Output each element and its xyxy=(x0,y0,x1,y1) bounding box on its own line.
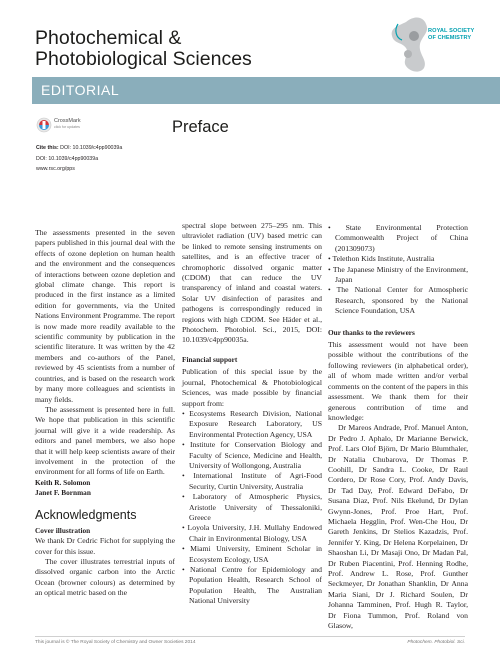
journal-url[interactable]: www.rsc.org/pps xyxy=(36,166,75,172)
funder-item: • Miami University, Eminent Scholar in Ecosystem Ecology, USA xyxy=(182,544,322,564)
article-meta xyxy=(36,143,122,175)
body-paragraph: Dr Mareos Andrade, Prof. Manuel Anton, Dr Pedro J. Aphalo, Dr Marianne Berwick, Prof. Lars Olof Björn, Dr Mario Blumthaler, Dr Natalia Chubarova, Dr Thomas P. Coohill, Dr Sandra L. Cooke, Dr Raul Cordero, Dr Rose Cory, Prof. Andy Davis, Dr Tad Day, Prof. Edward DeFabo, Dr Susana Diaz, Prof. Nils Ekelund, Dr Dylan Gwynn-Jones, Prof. Proe Hart, Prof. Michaela Hegglin, Prof. Wen-Che Hou, Dr Gareth Jenkins, Dr Stelios Kazadzis, Prof. Jennifer Y. King, Dr Helena Korpelainen, Dr Shaoshan Li, Dr Masaji Ono, Dr Madan Pal, Dr Ruben Piacentini, Prof. Henning Rodhe, Prof. Andrew L. Rose, Prof. Gunther Seckmeyer, Dr Jonathan Shanklin, Dr Anna Maria Siani, Dr J. Richard Soulen, Dr Johanna Tamminen, Prof. Hugh R. Taylor, Dr Fiona Tummon, Prof. Roland von Glasow, xyxy=(328,423,468,631)
cite-label: Cite this: xyxy=(36,145,59,151)
body-paragraph: This assessment would not have been possible without the contributions of the following reviewers (in alphabetical order), all of whom made written and/or verbal comments on the content of the papers in this assessment. We thank them for their generous contribution of time and knowledge: xyxy=(328,340,468,422)
acknowledgments-heading: Acknowledgments xyxy=(35,507,137,522)
journal-title-line2: Photobiological Sciences xyxy=(35,48,252,70)
funder-item: • International Institute of Agri-Food Security, Curtin University, Australia xyxy=(182,471,322,491)
body-paragraph: Publication of this special issue by the journal, Photochemical & Photobiological Sciences, was made possible by financial support from: xyxy=(182,367,322,408)
footer-rule xyxy=(35,636,465,637)
crossmark-sub[interactable]: click for updates xyxy=(54,125,80,129)
funder-item: • Telethon Kids Institute, Australia xyxy=(328,254,435,264)
crossmark-label[interactable]: CrossMark xyxy=(54,118,81,124)
article-title: Preface xyxy=(172,118,229,136)
column-3 xyxy=(328,223,468,631)
author-names xyxy=(35,478,175,498)
page-footer xyxy=(35,640,465,645)
body-paragraph: The assessments presented in the seven papers published in this journal deal with the effects of ozone depletion on human health and the environment and the consequences of interactions between ozone depletion and global climate change. This report is produced in the first instance as a limited edition for governments, via the United Nations Environment Programme. The report is now made more readily available to the scientific community by publication in the scientific literature. It was written by the 42 members and co-authors of the Panel, reviewed by 45 scientists from a number of countries, and is based on the research work by many more colleagues and scientists in many fields. xyxy=(35,228,175,404)
funder-item: • Institute for Conservation Biology and Faculty of Science, Medicine and Health, University of Wollongong, Australia xyxy=(182,440,322,470)
journal-title-line1: Photochemical & xyxy=(35,27,182,49)
cite-value[interactable]: DOI: 10.1039/c4pp90039a xyxy=(60,145,123,151)
funder-item: • Ecosystems Research Division, National Exposure Research Laboratory, US Environmental Protection Agency, USA xyxy=(182,408,322,439)
section-banner: EDITORIAL xyxy=(32,77,500,104)
journal-title xyxy=(35,28,365,70)
funder-item: • The National Center for Atmospheric Research, sponsored by the National Science Foundation, USA xyxy=(328,285,468,316)
body-paragraph: spectral slope between 275–295 nm. This ultraviolet radiation (UV) based metric can be linked to remote sensing instruments on satellites, and is an effective tracer of chromophoric dissolved organic matter (CDOM) that can reduce the UV transparency of inland and coastal waters. Solar UV disinfection of parasites and pathogens is correspondingly reduced in regions with high CDOM. See Häder et al., Photochem. Photobiol. Sci., 2015, DOI: 10.1039/c4pp90035a. xyxy=(182,221,322,345)
funder-item: • Laboratory of Atmospheric Physics, Aristotle University of Thessaloniki, Greece xyxy=(182,492,322,522)
author-1: Keith R. Solomon xyxy=(35,477,91,487)
reviewers-heading: Our thanks to the reviewers xyxy=(328,327,415,337)
column-1 xyxy=(35,228,175,599)
author-2: Janet F. Bornman xyxy=(35,487,91,497)
body-paragraph: We thank Dr Cedric Fichot for supplying the cover for this issue. xyxy=(35,536,175,556)
funder-item: • Loyola University, J.H. Mullahy Endowed Chair in Environmental Biology, USA xyxy=(182,523,322,543)
financial-support-heading: Financial support xyxy=(182,354,238,364)
doi[interactable]: DOI: 10.1039/c4pp90039a xyxy=(36,155,99,162)
publisher-name: ROYAL SOCIETY OF CHEMISTRY xyxy=(428,28,475,41)
cover-illustration-heading: Cover illustration xyxy=(35,525,91,535)
funder-item: • The Japanese Ministry of the Environment, Japan xyxy=(328,264,468,285)
column-2 xyxy=(182,221,322,607)
footer-copyright: This journal is © The Royal Society of Chemistry and Owner Societies 2014 xyxy=(35,640,196,645)
body-paragraph: The assessment is presented here in full. We hope that publication in this scientific journal will give it a wide readership. As editors and panel members, we also hope that it will help keep scientists aware of their involvement in the protection of the environment for all forms of life on Earth. xyxy=(35,404,175,477)
body-paragraph: The cover illustrates terrestrial inputs of dissolved organic carbon into the Arctic Ocean (browner colours) as determined by an optical metric based on the xyxy=(35,556,175,598)
rsc-logo-icon xyxy=(376,14,486,76)
footer-journal: Photochem. Photobiol. Sci. xyxy=(407,640,465,645)
funder-item: • State Environmental Protection Commonwealth Project of China (201309073) xyxy=(328,223,468,253)
funder-item: • National Centre for Epidemiology and Population Health, Research School of Population Health, The Australian National University xyxy=(182,565,322,606)
